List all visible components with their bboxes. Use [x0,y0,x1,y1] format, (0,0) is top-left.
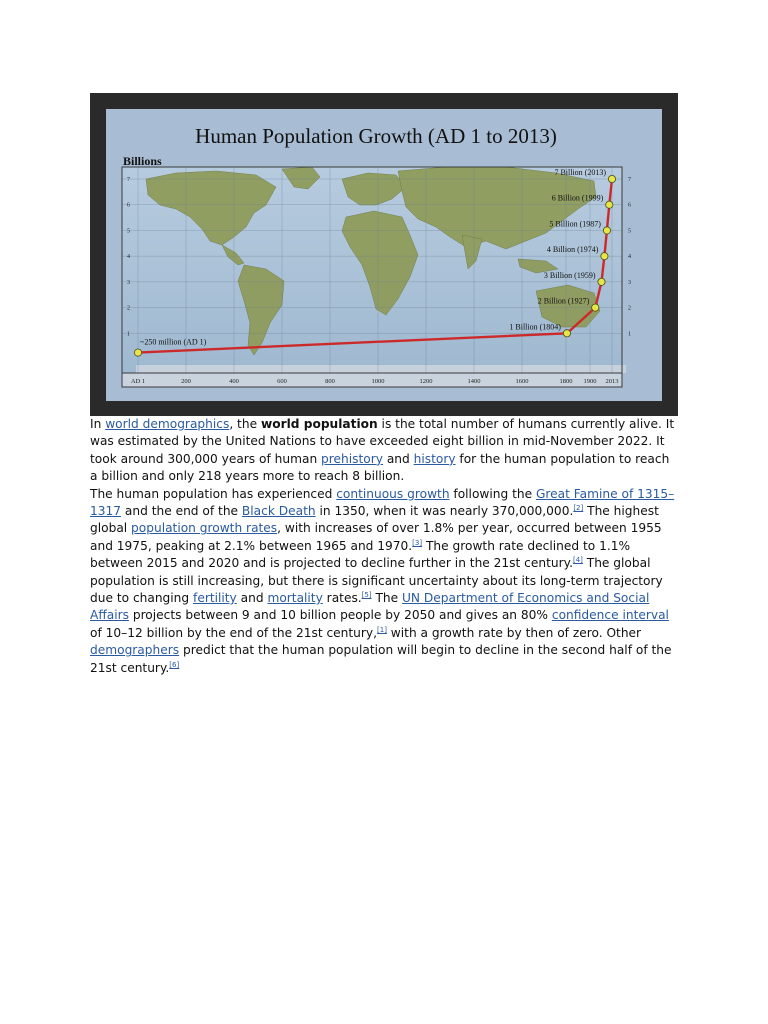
link-un-desa[interactable]: UN Department of Economics and Social Affairs [90,591,650,623]
data-point-marker [601,253,608,260]
x-tick-label: AD 1 [130,378,146,385]
y-tick-label: 7 [127,177,130,183]
chart-title: Human Population Growth (AD 1 to 2013) [195,124,557,148]
text: of 10–12 billion by the end of the 21st century, [90,625,378,640]
x-tick-label: 1000 [371,378,385,385]
citation-6[interactable]: [6] [169,660,180,669]
y-tick-label-right: 5 [628,228,631,235]
term-world-population: world population [260,417,378,431]
population-figure [90,93,678,416]
x-tick-label: 600 [277,378,287,385]
y-tick-label-right: 3 [628,279,631,286]
x-tick-label: 1400 [467,378,481,385]
text: for the human population to reach a billion and only 218 years more to reach 8 billion. [90,451,670,484]
text: is the total number of humans currently alive. It was estimated by the United Nations to have exceeded eight billion in mid-November 2022. It took around 300,000 years of human [90,417,675,466]
text: The global population is still increasing, but there is significant uncertainty about its long-term trajectory due to changing [90,556,663,606]
text: and [236,591,268,606]
y-axis-label: Billions [123,154,162,168]
text: , the [229,417,261,431]
data-point-marker [134,349,141,356]
text: and the end of the [121,504,242,519]
text: and [382,451,414,466]
y-tick-label-right: 2 [628,305,631,312]
link-demographers[interactable]: demographers [90,643,180,658]
text: predict that the human population will begin to decline in the second half of the 21st century. [90,643,672,675]
y-tick-label-right: 4 [628,254,631,261]
link-population-growth-rates[interactable]: population growth rates [131,521,278,536]
citation-4[interactable]: [4] [572,556,583,565]
point-annotation: 5 Billion (1987) [549,219,601,229]
data-point-marker [606,201,613,208]
y-tick-label: 1 [127,331,130,338]
point-annotation: 7 Billion (2013) [554,168,606,177]
link-prehistory[interactable]: prehistory [321,451,383,466]
text: projects between 9 and 10 billion people by 2050 and gives an 80% [128,608,552,623]
x-tick-label: 400 [229,378,239,385]
y-tick-label-right: 6 [628,202,631,209]
x-tick-label: 1900 [583,378,597,385]
text: rates. [322,591,362,606]
data-point-marker [563,330,570,337]
text: The highest global [90,504,659,536]
x-tick-label: 1800 [559,378,573,385]
paragraph-growth [90,486,680,677]
text: with a growth rate by then of zero. Other [386,625,642,640]
point-annotation: 4 Billion (1974) [546,245,599,255]
citation-3[interactable]: [3] [412,538,423,547]
link-continuous-growth[interactable]: continuous growth [336,486,450,501]
article-body [90,416,680,677]
point-annotation: 6 Billion (1999) [551,193,604,203]
point-annotation: ~250 million (AD 1) [140,337,207,347]
data-point-marker [598,278,605,285]
x-tick-label: 2013 [605,378,619,385]
link-black-death[interactable]: Black Death [241,504,316,519]
paragraph-intro [90,416,680,486]
y-tick-label: 5 [127,228,130,235]
text: In [90,417,106,431]
link-confidence-interval[interactable]: confidence interval [551,608,669,623]
text: The [371,591,403,606]
y-tick-label-right: 7 [628,177,631,183]
text: The human population has experienced [90,486,337,501]
link-fertility[interactable]: fertility [193,591,237,606]
text: in 1350, when it was nearly 370,000,000. [315,504,574,519]
data-point-marker [592,304,599,311]
text: following the [449,486,536,501]
y-tick-label-right: 1 [628,331,631,338]
population-chart [106,109,662,401]
text: The growth rate declined to 1.1% between 2015 and 2020 and is projected to decline further in the 21st century. [90,538,631,571]
citation-5[interactable]: [5] [361,591,372,600]
link-mortality[interactable]: mortality [267,591,323,606]
y-tick-label: 2 [127,305,130,312]
data-point-marker [608,175,615,182]
x-tick-label: 1200 [419,378,433,385]
x-tick-label: 1600 [515,378,529,385]
citation-1[interactable]: [1] [377,625,387,634]
y-tick-label: 3 [127,279,130,286]
x-tick-label: 800 [325,378,335,385]
point-annotation: 2 Billion (1927) [537,296,590,306]
x-tick-label: 200 [181,378,191,385]
y-tick-label: 6 [127,202,130,209]
y-tick-label: 4 [127,254,130,261]
link-world-demographics[interactable]: world demographics [105,417,230,431]
text: , with increases of over 1.8% per year, occurred between 1955 and 1975, peaking at 2.1% between 1965 and 1970. [90,521,662,553]
link-great-famine[interactable]: Great Famine of 1315–1317 [90,486,675,519]
link-history[interactable]: history [413,451,456,466]
point-annotation: 3 Billion (1959) [543,270,596,280]
point-annotation: 1 Billion (1804) [509,322,561,332]
citation-2[interactable]: [2] [573,504,584,513]
data-point-marker [603,227,610,234]
